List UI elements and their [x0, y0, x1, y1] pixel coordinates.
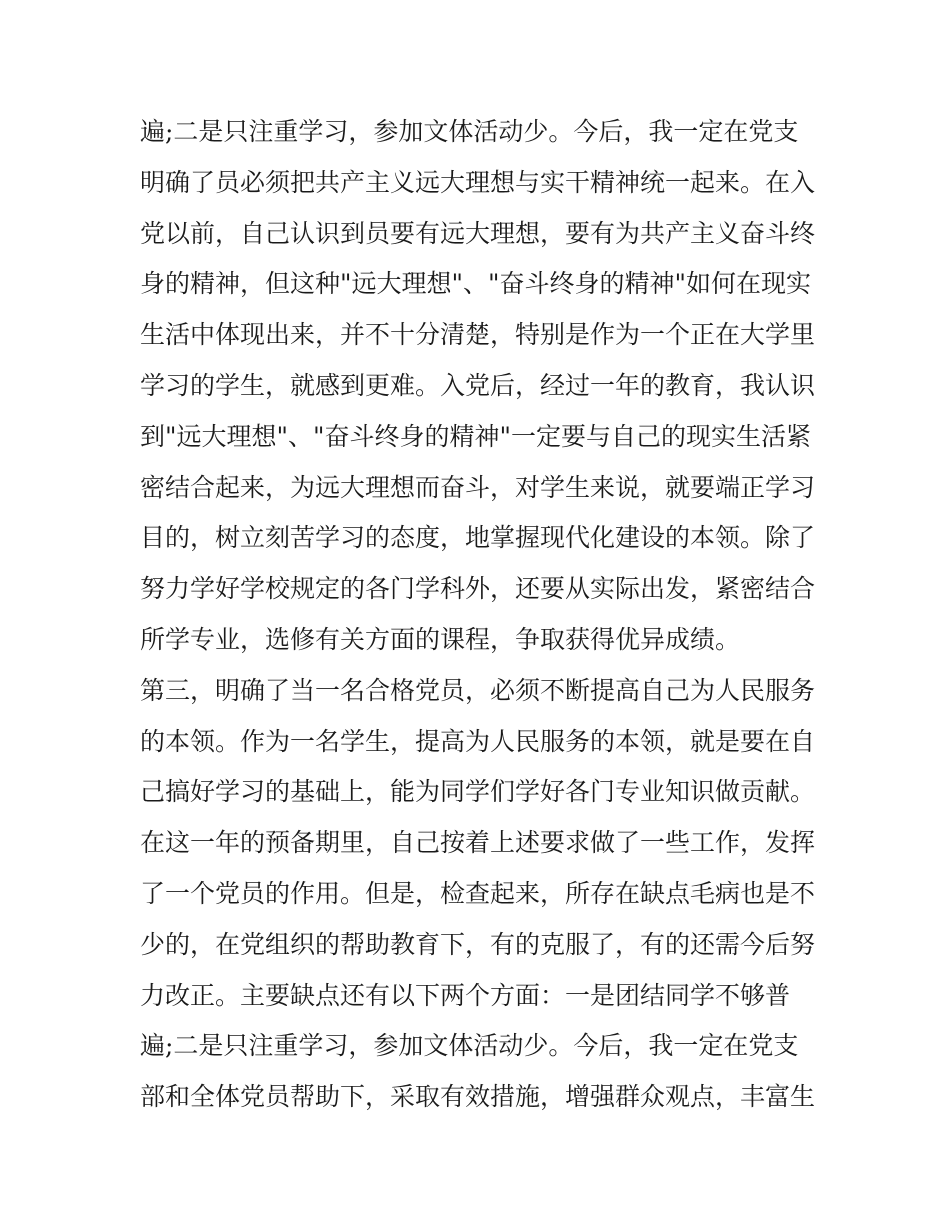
text-line: 遍;二是只注重学习，参加文体活动少。今后，我一定在党支: [140, 117, 799, 146]
text-line: 部和全体党员帮助下，采取有效措施，增强群众观点，丰富生: [140, 1082, 816, 1112]
document-body: [140, 107, 820, 1123]
text-line: 第三，明确了当一名合格党员，必须不断提高自己为人民服务: [140, 675, 816, 705]
text-line: 力改正。主要缺点还有以下两个方面：一是团结同学不够普: [140, 980, 791, 1010]
text-line: 生活中体现出来，并不十分清楚，特别是作为一个正在大学里: [140, 320, 816, 350]
text-line: 密结合起来，为远大理想而奋斗，对学生来说，就要端正学习: [140, 472, 816, 502]
text-line: 在这一年的预备期里，自己按着上述要求做了一些工作，发挥: [140, 828, 816, 858]
text-line: 明确了员必须把共产主义远大理想与实干精神统一起来。在入: [140, 167, 816, 197]
text-line: 学习的学生，就感到更难。入党后，经过一年的教育，我认识: [140, 370, 816, 400]
text-line: 目的，树立刻苦学习的态度，地掌握现代化建设的本领。除了: [140, 523, 816, 553]
text-line: 身的精神，但这种"远大理想"、"奋斗终身的精神"如何在现实: [140, 269, 811, 299]
text-line: 的本领。作为一名学生，提高为人民服务的本领，就是要在自: [140, 726, 816, 756]
text-line: 己搞好学习的基础上，能为同学们学好各门专业知识做贡献。: [140, 777, 816, 807]
text-line: 努力学好学校规定的各门学科外，还要从实际出发，紧密结合: [140, 574, 816, 604]
text-line: 党以前，自己认识到员要有远大理想，要有为共产主义奋斗终: [140, 218, 816, 248]
text-line: 了一个党员的作用。但是，检查起来，所存在缺点毛病也是不: [140, 878, 816, 908]
text-line: 到"远大理想"、"奋斗终身的精神"一定要与自己的现实生活紧: [140, 421, 811, 451]
text-line: 少的，在党组织的帮助教育下，有的克服了，有的还需今后努: [140, 929, 816, 959]
text-line: 所学专业，选修有关方面的课程，争取获得优异成绩。: [140, 624, 741, 654]
text-line: 遍;二是只注重学习，参加文体活动少。今后，我一定在党支: [140, 1031, 799, 1061]
